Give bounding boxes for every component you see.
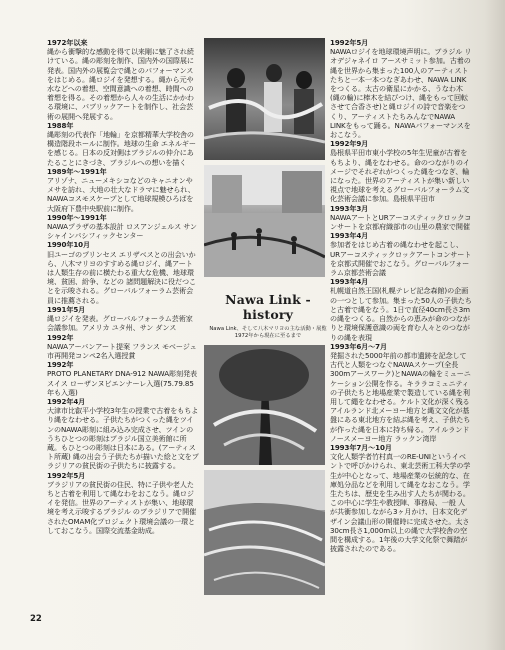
entry-body: 発掘された5000年前の都市遺跡を記念して古代と人類をつなぐNAWAスケープ(全長300mアースワーク)とNAWAの輪をミューニケーション公開を作る。キララコミュニティの子供たちと地場産業で製造している縄を利用して繩をなわせる。ケルト文化が深く残るアイルランド北メーヨー地方と縄文文化が基盤にある東北地方を結ぶ縄を考え、子供たちが作った縄を日本に持ち帰る。アイルランド ノースメーヨー地方 ラックン湾岸 bbox=[330, 350, 471, 443]
entry bbox=[330, 139, 472, 203]
entry bbox=[330, 443, 472, 553]
entry-year: 1989年～1991年 bbox=[47, 166, 107, 176]
entry-body: 参加者をはじめ古着の縄なわせを起こし、URアーコスティックロックアートコンサートを京都式開催でおこなう。グローバルフォーラム京都芸術会議 bbox=[330, 240, 472, 278]
entry-body: NAWAアートとURアーコスティックロックコンサートを京都府織部市の山里の農家で開催 bbox=[330, 212, 472, 232]
entry-body: NAWAアーバンアート提案 フランス モベージュ市再開発コンペ2名入選授賞 bbox=[47, 341, 197, 360]
photo-performers-illustration bbox=[204, 38, 325, 160]
entry-year: 1992年4月 bbox=[47, 396, 86, 406]
photo-earthwork-landscape bbox=[204, 470, 325, 595]
entry bbox=[47, 213, 199, 241]
entry-year: 1992年5月 bbox=[47, 470, 86, 480]
entry-body: 札幌道自然王国(札幌テレビ記念森館)の企画の一つとして参加。集まった50人の子供たちと古着で縄をなう。1日で直径40cm長さ3mの縄をつくる。自然からの恵みが命のつながりと環境保護意識の両を育む人々とのつながりの縄を表現 bbox=[330, 286, 472, 342]
entry-body: NAWAプラザの基本設計 ロスアンジェルス サンシャインパシフィックセンター bbox=[47, 222, 197, 241]
entry-body: ブラジリアの貧民街の住民、特に子供や老人たちと古着を利用して縄なわをおこなう。縄ロジイを発信。世界のアーティストが集い、地球環境を考え示唆するブラジル のブラジリアで開催されたOMAM化プロジェクト環境会議の一環としておこなう。国際交流基金助成。 bbox=[47, 479, 197, 535]
entry-year: 1991年5月 bbox=[47, 304, 86, 314]
photo-street-illustration bbox=[204, 165, 325, 277]
entry-body: NAWAロジイを地球環境声明に。ブラジル リオデジャネイロ アースサミット参加。古着の縄を世界から集まった100人のアーティストたちと一本一本つなぎあわせ、NAWA LINKをつくる。太古の衛星にかかる、うなわ木(縄の輪)に棒木を結びつけ、縄をもって回転させて合香させ)と縄ロジイの詩で音楽をつくり、アーティストたちみんなでNAWA LINKをもって踊る。NAWAパフォーマンスをおこなう。 bbox=[330, 47, 472, 140]
entry-body: アリゾナ、ニューメキシコなどのキャニオンやメサを訪れ、大地の壮大なドラマに魅せられ、NAWAコスモスケープとして地球規模ひろばを大阪府下豊中央駅前に制作。 bbox=[47, 176, 195, 213]
photo-street-rope-event bbox=[204, 165, 325, 277]
entry-body: 縄彫刻の代表作「地輪」を京都精華大学校舎の構造階段ホールに制作。地球の生命 エネルギーを感じる。日本の反対側はブラジルの仲介にあたることにきづき、ブラジルへの想いを描く bbox=[47, 130, 196, 167]
entry-year: 1993年3月 bbox=[330, 203, 369, 213]
entry-year: 1992年 bbox=[47, 360, 74, 370]
entry-year: 1990年10月 bbox=[47, 240, 91, 250]
history-title: Nawa Link -history bbox=[225, 292, 311, 322]
left-text-column bbox=[47, 38, 199, 598]
entry bbox=[47, 360, 199, 397]
entry bbox=[47, 333, 199, 361]
entry-year: 1992年5月 bbox=[330, 38, 369, 47]
entry bbox=[47, 240, 199, 304]
entry-body: 縄ロジイを発表。グローバルフォーラム芸術家会議参加。アメリカ ユタ州、サン ダンス bbox=[47, 314, 193, 333]
entry bbox=[47, 397, 199, 471]
page-number: 22 bbox=[30, 614, 42, 624]
entry bbox=[330, 231, 472, 277]
entry-year: 1972年以来 bbox=[47, 38, 88, 47]
entry-year: 1993年7月～10月 bbox=[330, 442, 392, 452]
photo-earthwork-illustration bbox=[204, 470, 325, 595]
entry-body: 島根県平田市東小学校の5年生児童が古着をもちより、縄をなわせる。命のつながりのイメージでそれぞれがつくった縄をつなぎ、輪になった。世界のアーティストが集い新しい視点で地球を考えるグローバルフォーラム文化芸術会議に参加。島根県平田市 bbox=[330, 148, 470, 204]
entry bbox=[330, 342, 472, 443]
entry bbox=[47, 38, 199, 121]
entry bbox=[47, 471, 199, 535]
history-caption: Nawa Link、そして八木マリヨの主な活動・展覧 1972年から現在に至るまで bbox=[209, 326, 327, 339]
entry-year: 1992年9月 bbox=[330, 139, 369, 149]
entry-year: 1993年4月 bbox=[330, 231, 369, 241]
entry bbox=[330, 277, 472, 341]
entry-body: PROTO PLANETARY DNA-912 NAWA彫刻発表 スイス ローザンヌビエンナーレ入選(75.79.85年も入選) bbox=[47, 369, 197, 397]
photo-tree-illustration bbox=[204, 345, 325, 465]
entry-year: 1990年～1991年 bbox=[47, 212, 107, 222]
entry-body: 文化人類学者竹村真一のRE-UNIというイベントで呼びかけられ、東北芸術工科大学の学生が中心となって、地場産業の伝統的な、在庫処分品などを利用して縄をなおこなう。学生たちは、歴史を生み出す人たちが関わる。この中心に学生や教授陣、事務局、一般 人が共衝参加しながら3ヶ月かけ、日本文化デザイン会議山形の開催時に完成させた。太さ30cm長さ1,000m以上の縄で大学校舎の空間を構成する。1年後の大学文化祭で舞踏が披露されたのである。 bbox=[330, 452, 471, 554]
history-title-block bbox=[207, 292, 329, 340]
entry-body: 旧ユーゴのプリンセス エリザベスとの出会いから、八木マリヨのすすめる縄ロジイ、縄アートは人類生存の前に横たわる重大な危機、地球環境、貧困、紛争、などの 諸問題解決に役だつことを示唆される。グローバルフォーラム芸術会員に推薦される。 bbox=[47, 249, 197, 305]
entry-year: 1993年4月 bbox=[330, 277, 369, 287]
entry bbox=[47, 167, 199, 213]
entry bbox=[330, 204, 472, 232]
photo-tree-rope bbox=[204, 345, 325, 465]
entry-year: 1992年 bbox=[47, 332, 74, 342]
right-text-column bbox=[330, 38, 472, 598]
photo-performers-with-rope bbox=[204, 38, 325, 160]
entry-body: 大津市比叡平小学校3年生の授業で古着をもちより縄をなわせる。子供たちがつくった縄をツインのNAWA彫刻に組み込み完成させ、ツインのうちひとつの彫刻はブラジル国立美術館に所蔵。もひとつの彫刻は日本にある。(アーティスト所蔵) 縄の出会う子供たちが描いた絵と文をブラジリアの貧民街の子供たちに披露する。 bbox=[47, 406, 199, 471]
entry bbox=[47, 305, 199, 333]
entry-year: 1993年6月～7月 bbox=[330, 341, 387, 351]
entry bbox=[47, 121, 199, 167]
entry-body: 縄から衝撃的な感動を得て以来剛に魅了され続けている。縄の彫刻を制作、国内外の国際展に発表。国内外の展覧会で縄とのパフォーマンスをはじめる。縄ロジイを発想する。縄から元や水などへの着想、空間意識への着想、時間への着想を得る。その着想から人々の生活にかかわる環境に、パブリックアートを制作し、社会芸術の展開へ発展する。 bbox=[47, 47, 194, 121]
entry-year: 1988年 bbox=[47, 120, 74, 130]
entry bbox=[330, 38, 472, 139]
